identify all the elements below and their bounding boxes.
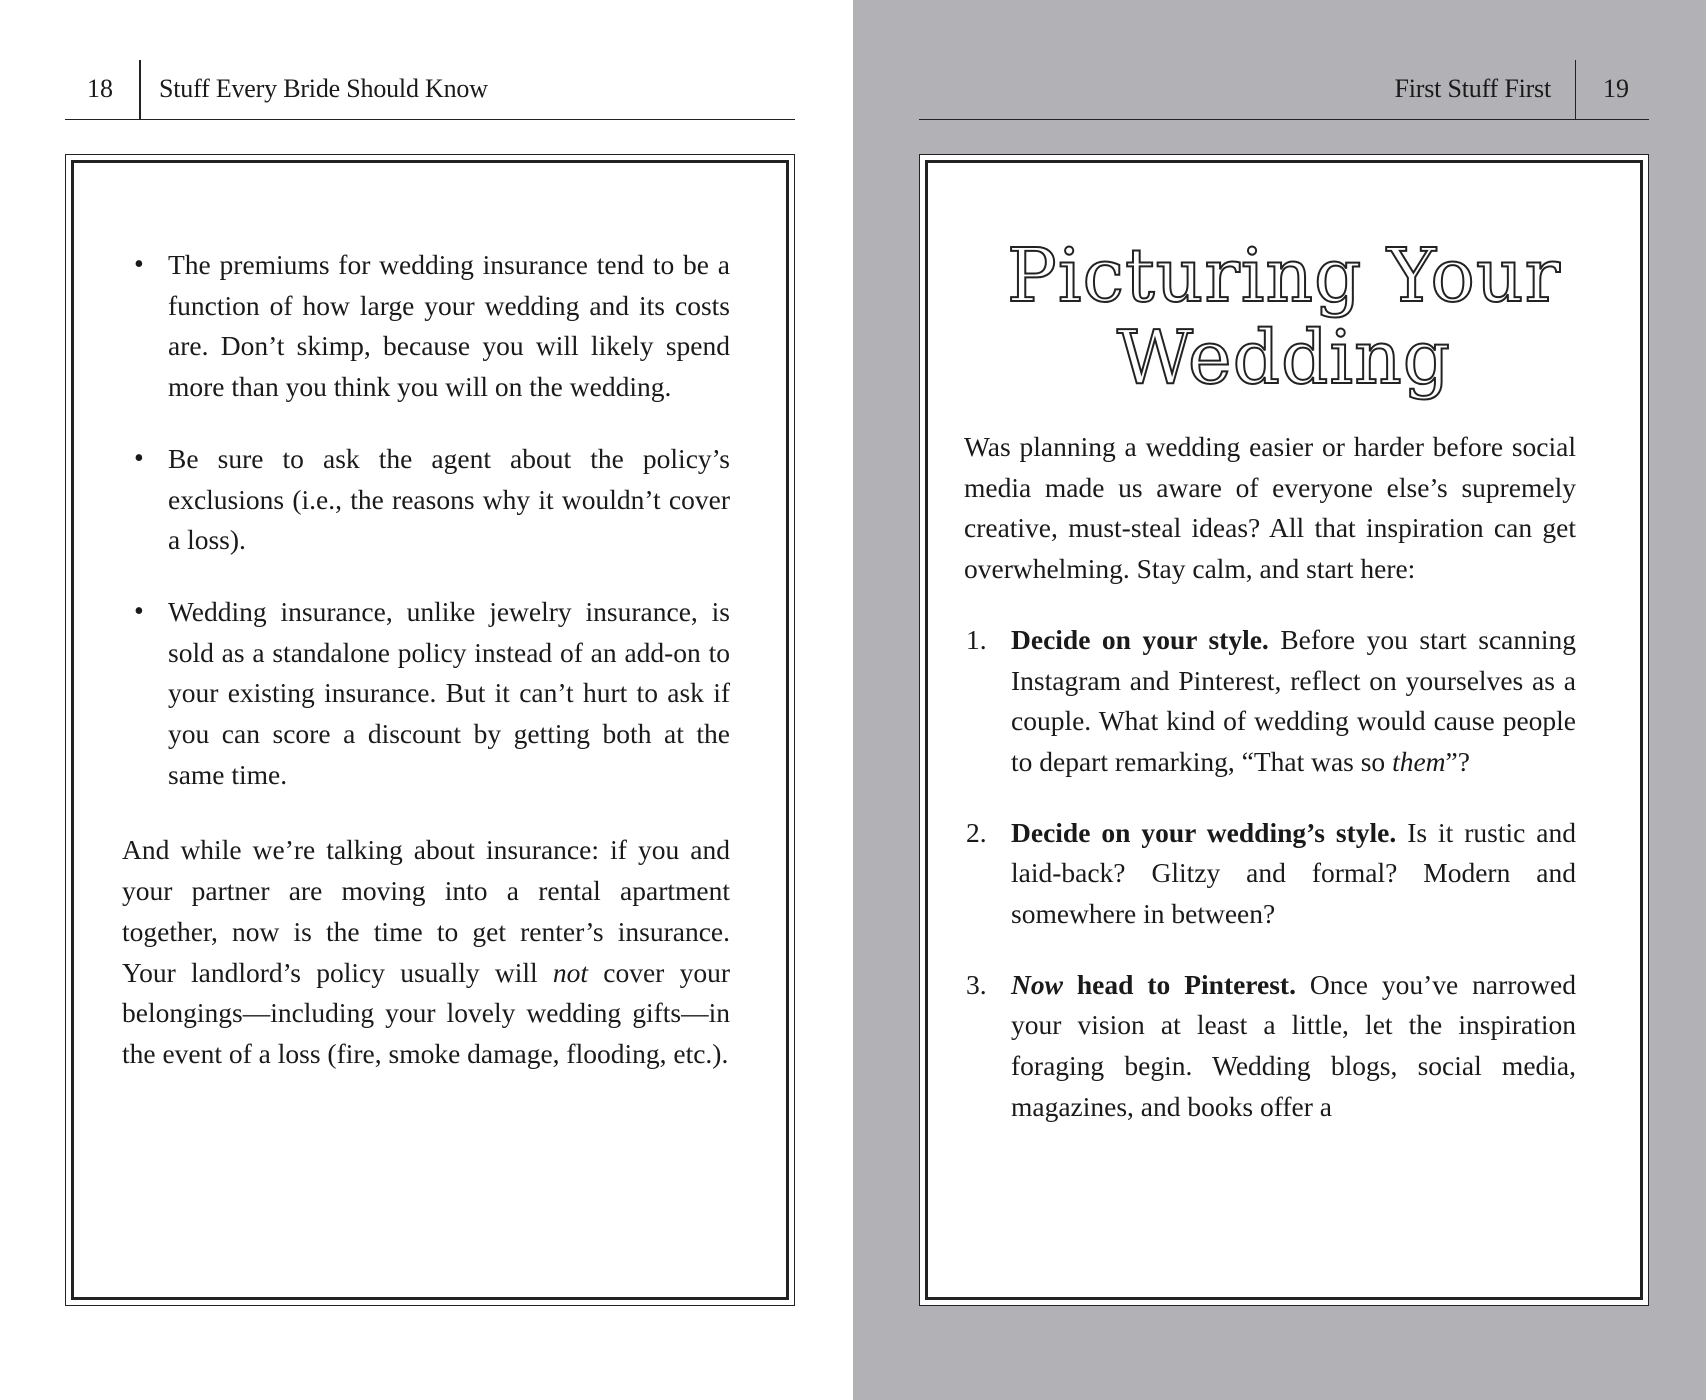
insurance-tips-list	[122, 245, 730, 795]
list-item	[122, 592, 730, 796]
step-lead: Decide on your wedding’s style.	[1011, 816, 1397, 848]
list-item-text: Be sure to ask the agent about the policy’s exclusions (i.e., the reasons why it wouldn’t cover a loss).	[168, 442, 730, 556]
left-page-number: 18	[87, 74, 113, 103]
left-book-title: Stuff Every Bride Should Know	[159, 74, 488, 103]
step-emphasis: them	[1392, 745, 1446, 777]
bullet-icon: •	[134, 442, 144, 474]
bullet-icon: •	[134, 249, 144, 280]
left-text-box	[65, 154, 795, 1306]
list-item	[964, 620, 1576, 783]
list-item-text: The premiums for wedding insurance tend to be a function of how large your wedding and its costs are. Don’t skimp, because you will likely spend more than you think you will on the wedding.	[168, 249, 730, 403]
list-item	[122, 439, 730, 561]
right-body-text	[964, 427, 1576, 1158]
left-body-text	[122, 245, 730, 1075]
step-lead-text: head to Pinterest.	[1062, 968, 1296, 1000]
right-header-divider	[1575, 60, 1577, 120]
paragraph-emphasis: not	[552, 956, 589, 988]
paragraph-text: cover your belongings—including your lovely wedding gifts—in the event of a loss (fire, smoke damage, flooding, etc.).	[122, 956, 730, 1069]
section-heading-line-2: Wedding	[1116, 315, 1452, 401]
list-item	[964, 813, 1576, 935]
bullet-icon: •	[134, 595, 144, 627]
step-lead	[1011, 969, 1296, 1000]
paragraph-text: And while we’re talking about insurance: if you and your partner are moving into a rental apartment together, now is the time to get renter’s insurance. Your landlord’s policy usually will	[122, 834, 730, 988]
planning-steps-list	[964, 620, 1576, 1128]
step-number: 2.	[966, 816, 987, 848]
step-number: 3.	[966, 968, 987, 1000]
step-number: 1.	[966, 623, 987, 655]
right-running-header	[919, 60, 1649, 120]
list-item-text: Wedding insurance, unlike jewelry insurance, is sold as a standalone policy instead of an add-on to your existing insurance. But it can’t hurt to ask if you can score a discount by getting both at the same time.	[168, 595, 730, 790]
step-lead: Decide on your style.	[1011, 623, 1269, 655]
right-chapter-title: First Stuff First	[1394, 74, 1551, 103]
left-header-divider	[139, 60, 141, 120]
step-lead-emphasis: Now	[1011, 968, 1063, 1000]
step-text: Before you start scanning Instagram and Pinterest, reflect on yourselves as a couple. What kind of wedding would cause people to depart remarking, “That was so	[1011, 623, 1576, 777]
step-text: Is it rustic and laid-back? Glitzy and formal? Modern and somewhere in between?	[1011, 816, 1576, 930]
section-heading	[920, 235, 1648, 399]
left-running-header	[65, 60, 795, 120]
right-page	[853, 0, 1706, 1400]
intro-paragraph: Was planning a wedding easier or harder before social media made us aware of everyone else’s supremely creative, must-steal ideas? All that inspiration can get overwhelming. Stay calm, and start here:	[964, 431, 1576, 585]
section-heading-line-1: Picturing Your	[1007, 233, 1561, 319]
list-item	[122, 245, 730, 408]
right-text-box	[919, 154, 1649, 1306]
step-text: Once you’ve narrowed your vision at least a little, let the inspiration foraging begin. Wedding blogs, social media, magazines, and books offer a	[1011, 968, 1576, 1122]
renters-insurance-paragraph	[122, 826, 730, 1074]
list-item	[964, 965, 1576, 1128]
right-page-number: 19	[1603, 74, 1629, 103]
step-text-end: ”?	[1445, 745, 1470, 777]
